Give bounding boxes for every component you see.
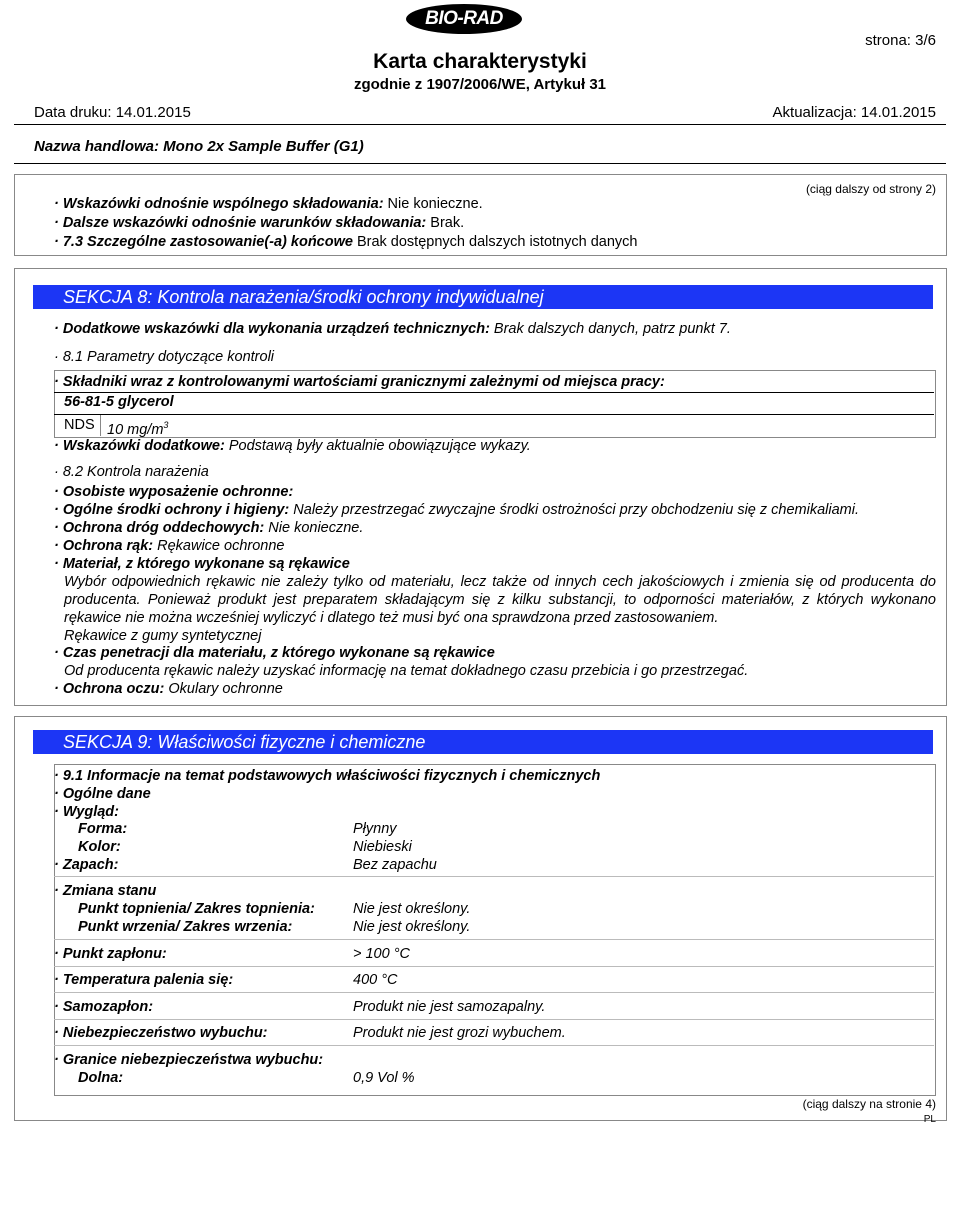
eye-protection [54,680,283,698]
glove-material-label: · Materiał, z którego wykonane są rękawice [54,556,350,572]
eyes-value: Okulary ochronne [164,681,283,697]
explosion-limits-label: · Granice niebezpieczeństwa wybuchu: [54,1052,324,1068]
update-date: Aktualizacja: 14.01.2015 [772,104,936,121]
page-number: strona: 3/6 [865,32,936,49]
storage-conditions [54,214,464,232]
explosion-danger-label: · Niebezpieczeństwo wybuchu: [54,1025,268,1041]
respiratory-value: Nie konieczne. [264,520,364,536]
glove-type: Rękawice z gumy syntetycznej [64,628,262,644]
control-parameters-heading: · 8.1 Parametry dotyczące kontroli [54,349,275,365]
engineering-label: · Dodatkowe wskazówki dla wykonania urządzeń technicznych: [54,321,490,337]
form-label: Forma: [78,821,128,837]
appearance-label: · Wygląd: [54,804,119,820]
bio-rad-logo [406,4,522,34]
melting-label: Punkt topnienia/ Zakres topnienia: [78,901,315,917]
additional-label: · Wskazówki dodatkowe: [54,438,225,454]
storage-compatibility [54,195,483,213]
ingredients-divider [54,392,934,393]
further-value: Brak. [426,215,465,231]
nds-label: NDS [64,417,95,433]
hand-protection [54,537,285,555]
melting-value: Nie jest określony. [353,901,471,917]
ignition-temp-value: 400 °C [353,972,398,988]
lower-limit-label: Dolna: [78,1070,124,1086]
self-ignition-label: · Samozapłon: [54,999,154,1015]
flash-point-label: · Punkt zapłonu: [54,946,167,962]
hygiene-label: · Ogólne środki ochrony i higieny: [54,502,290,518]
general-info: · Ogólne dane [54,786,151,802]
continued-on-note: (ciąg dalszy na stronie 4) [802,1097,936,1111]
divider [54,939,934,940]
additional-info [54,437,531,455]
color-label: Kolor: [78,839,121,855]
exposure-controls-heading: · 8.2 Kontrola narażenia [54,464,209,480]
boiling-value: Nie jest określony. [353,919,471,935]
boiling-label: Punkt wrzenia/ Zakres wrzenia: [78,919,293,935]
state-change-label: · Zmiana stanu [54,883,157,899]
storage-label: · Wskazówki odnośnie wspólnego składowania: [54,196,384,212]
penetration-text: Od producenta rękawic należy uzyskać informację na temat dokładnego czasu przebicia i go przestrzegać. [64,663,749,679]
engineering-value: Brak dalszych danych, patrz punkt 7. [489,321,731,337]
hygiene-value: Należy przestrzegać zwyczajne środki ostrożności przy obchodzeniu się z chemikaliami. [289,502,860,518]
respiratory-protection [54,519,363,537]
penetration-label: · Czas penetracji dla materiału, z którego wykonane są rękawice [54,645,495,661]
language-code: PL [923,1114,936,1125]
document-subtitle: zgodnie z 1907/2006/WE, Artykuł 31 [353,76,607,93]
engineering-controls [54,320,731,338]
odour-value: Bez zapachu [353,857,437,873]
additional-value: Podstawą były aktualnie obowiązujące wykazy. [224,438,531,454]
substance-divider [54,414,934,415]
glove-material-text: Wybór odpowiednich rękawic nie zależy tylko od materiału, lecz także od innych cech jakościowych i zmienia się od producenta do producenta. Ponieważ produkt jest preparatem składającym się z kilku substancji, to odporności materiałów, z których wykonano rękawice nie można wcześniej wyliczyć i dlatego też musi być ona sprawdzona przed zastosowaniem. [64,574,936,626]
eyes-label: · Ochrona oczu: [54,681,165,697]
specific-end-use [54,233,637,251]
flash-point-value: > 100 °C [353,946,410,962]
further-label: · Dalsze wskazówki odnośnie warunków składowania: [54,215,427,231]
hygiene-measures [54,501,859,519]
hands-label: · Ochrona rąk: [54,538,154,554]
form-value: Płynny [353,821,397,837]
ignition-temp-label: · Temperatura palenia się: [54,972,234,988]
divider [54,876,934,877]
ppe-label: · Osobiste wyposażenie ochronne: [54,484,294,500]
explosion-danger-value: Produkt nie jest grozi wybuchem. [353,1025,566,1041]
respiratory-label: · Ochrona dróg oddechowych: [54,520,265,536]
nds-unit-exponent: 3 [163,420,169,430]
basic-properties-heading: · 9.1 Informacje na temat podstawowych właściwości fizycznych i chemicznych [54,768,601,784]
divider [54,992,934,993]
nds-number: 10 mg/m [107,421,164,438]
document-title: Karta charakterystyki [373,50,587,73]
odour-label: · Zapach: [54,857,119,873]
nds-value [107,416,168,439]
use-label: · 7.3 Szczególne zastosowanie(-a) końcowe [54,234,353,250]
color-value: Niebieski [353,839,412,855]
header-divider [14,124,946,125]
substance-name: 56-81-5 glycerol [64,394,174,410]
lower-limit-value: 0,9 Vol % [353,1070,415,1086]
divider [54,1019,934,1020]
storage-value: Nie konieczne. [383,196,483,212]
section8-title: SEKCJA 8: Kontrola narażenia/środki ochrony indywidualnej [33,285,933,309]
continued-from-note: (ciąg dalszy od strony 2) [805,182,936,196]
logo-text: BIO-RAD [425,8,503,29]
ingredients-label: · Składniki wraz z kontrolowanymi wartościami granicznymi zależnymi od miejsca pracy: [54,374,665,390]
trade-divider [14,163,946,164]
divider [54,966,934,967]
trade-name: Nazwa handlowa: Mono 2x Sample Buffer (G1) [34,138,364,155]
print-date: Data druku: 14.01.2015 [34,104,191,121]
section9-title: SEKCJA 9: Właściwości fizyczne i chemiczne [33,730,933,754]
self-ignition-value: Produkt nie jest samozapalny. [353,999,546,1015]
divider [54,1045,934,1046]
use-value: Brak dostępnych dalszych istotnych danych [352,234,638,250]
nds-separator [100,415,101,436]
hands-value: Rękawice ochronne [153,538,285,554]
